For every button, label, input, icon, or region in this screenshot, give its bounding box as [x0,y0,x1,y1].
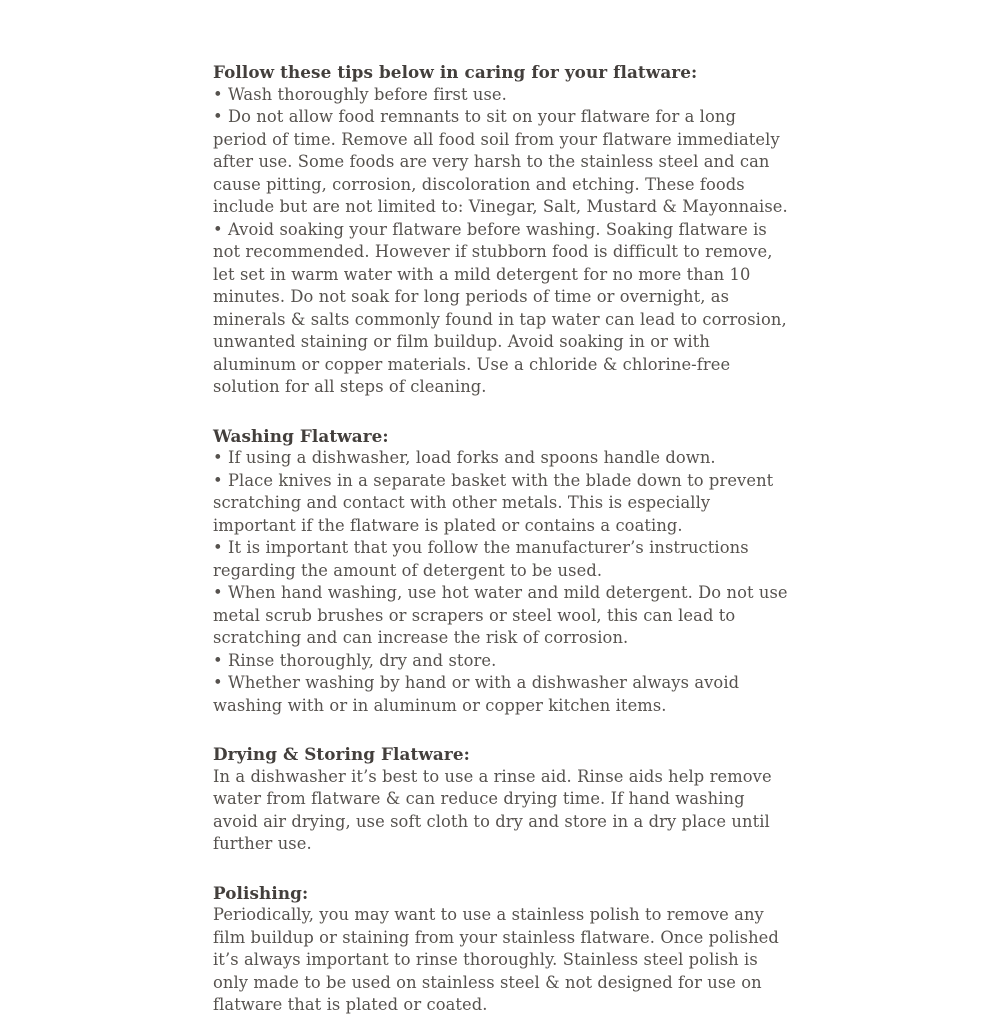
section-general-tips [213,61,793,399]
section-heading: Polishing: [213,882,309,903]
paragraph: Periodically, you may want to use a stainless polish to remove any film buildup or staining from your stainless flatware. Once polished it’s always important to rinse thoroughly. Stainless steel polish is only made to be used on stainless steel & not designed for use on flatware that is plated or coated. [213,905,779,1014]
bullet-item: • It is important that you follow the manufacturer’s instructions regarding the amount of detergent to be used. [213,538,749,580]
bullet-item: • Avoid soaking your flatware before washing. Soaking flatware is not recommended. However if stubborn food is difficult to remove, let set in warm water with a mild detergent for no more than 10 minutes. Do not soak for long periods of time or overnight, as minerals & salts commonly found in tap water can lead to corrosion, unwanted staining or film buildup. Avoid soaking in or with aluminum or copper materials. Use a chloride & chlorine-free solution for all steps of cleaning. [213,219,787,396]
section-drying-storing [213,743,793,856]
bullet-item: • Do not allow food remnants to sit on your flatware for a long period of time. Remove all food soil from your flatware immediately after use. Some foods are very harsh to the stainless steel and can cause pitting, corrosion, discoloration and etching. These foods include but are not limited to: Vinegar, Salt, Mustard & Mayonnaise. [213,107,788,216]
section-polishing [213,882,793,1017]
bullet-item: • Whether washing by hand or with a dishwasher always avoid washing with or in aluminum or copper kitchen items. [213,673,740,715]
care-instructions-document [213,61,793,1017]
section-washing-flatware [213,425,793,718]
bullet-item: • Wash thoroughly before first use. [213,84,507,104]
section-heading: Follow these tips below in caring for your flatware: [213,62,698,82]
section-heading: Drying & Storing Flatware: [213,744,470,764]
paragraph: In a dishwasher it’s best to use a rinse aid. Rinse aids help remove water from flatware & can reduce drying time. If hand washing avoid air drying, use soft cloth to dry and store in a dry place until further use. [213,766,772,853]
bullet-item: • If using a dishwasher, load forks and spoons handle down. [213,448,716,467]
bullet-item: • Place knives in a separate basket with the blade down to prevent scratching and contact with other metals. This is especially important if the flatware is plated or contains a coating. [213,470,774,535]
bullet-item: • Rinse thoroughly, dry and store. [213,650,497,670]
section-heading: Washing Flatware: [213,425,389,446]
bullet-item: • When hand washing, use hot water and mild detergent. Do not use metal scrub brushes or scrapers or steel wool, this can lead to scratching and can increase the risk of corrosion. [213,583,788,647]
